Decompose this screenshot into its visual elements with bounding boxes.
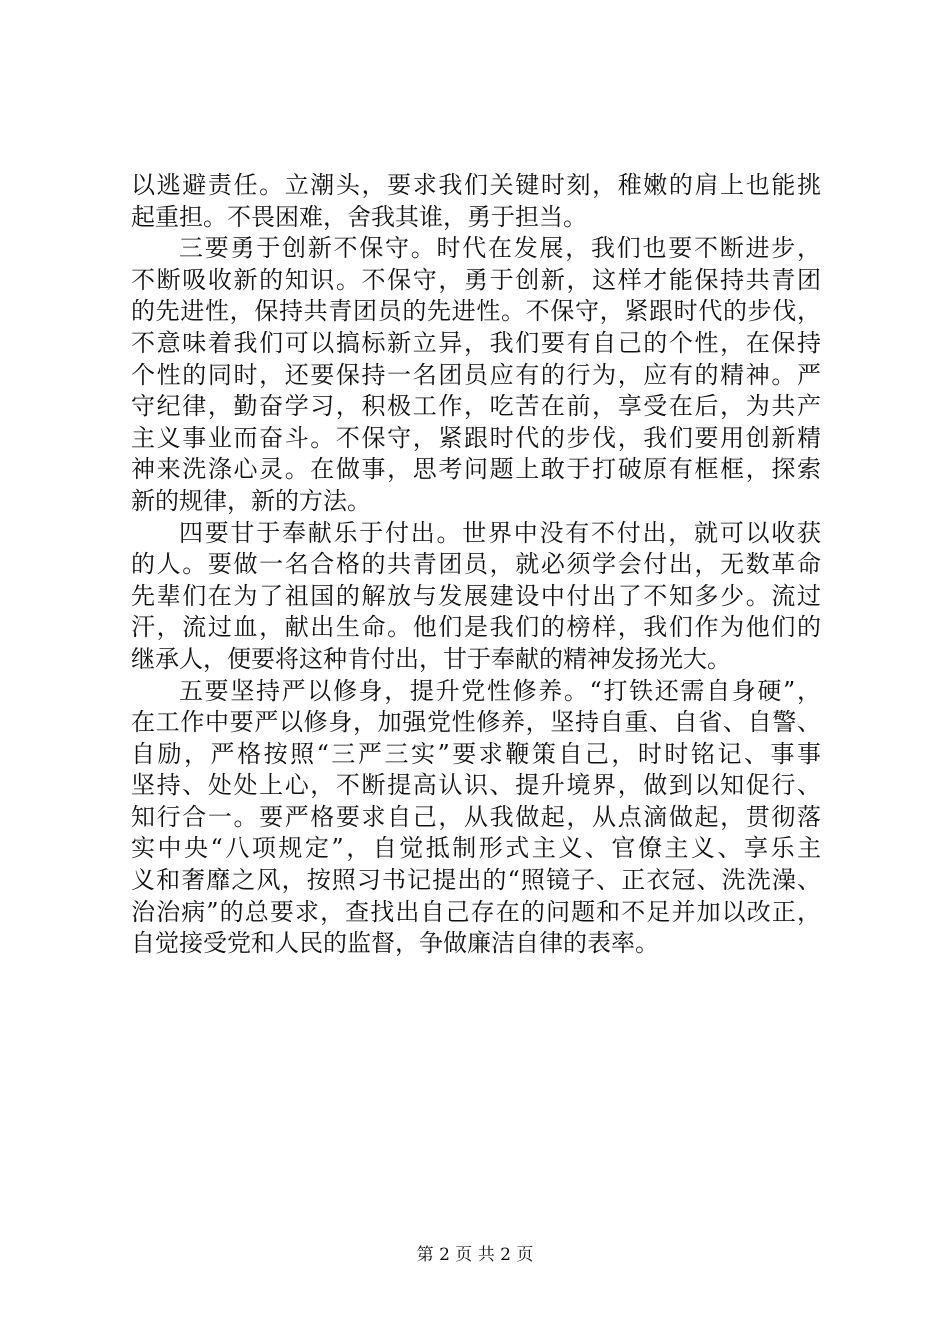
paragraph-start-line: 三要勇于创新不保守。时代在发展，我们也要不断进步， (179, 234, 821, 263)
text-line: 义和奢靡之风，按照习书记提出的“照镜子、正衣冠、洗洗澡、 (131, 866, 821, 895)
page-number-footer: 第 2 页 共 2 页 (416, 1245, 534, 1265)
text-line: 自励，严格按照“三严三实”要求鞭策自己，时时铭记、事事 (131, 739, 821, 768)
text-line: 先辈们在为了祖国的解放与发展建设中付出了不知多少。流过 (131, 581, 821, 610)
text-line: 的先进性，保持共青团员的先进性。不保守，紧跟时代的步伐， (131, 297, 821, 326)
text-line: 在工作中要严以修身，加强党性修养，坚持自重、自省、自警、 (131, 708, 821, 737)
text-line: 自觉接受党和人民的监督，争做廉洁自律的表率。 (131, 929, 659, 958)
document-body (131, 170, 821, 960)
text-line: 不意味着我们可以搞标新立异，我们要有自己的个性，在保持 (131, 328, 821, 357)
text-line: 新的规律，新的方法。 (131, 486, 371, 515)
text-line: 的人。要做一名合格的共青团员，就必须学会付出，无数革命 (131, 550, 821, 579)
paragraph-start-line: 四要甘于奉献乐于付出。世界中没有不付出，就可以收获 (179, 518, 821, 547)
text-line: 神来洗涤心灵。在做事，思考问题上敢于打破原有框框，探索 (131, 455, 821, 484)
text-line: 不断吸收新的知识。不保守，勇于创新，这样才能保持共青团 (131, 265, 821, 294)
text-line: 汗，流过血，献出生命。他们是我们的榜样，我们作为他们的 (131, 613, 821, 642)
text-line: 治治病”的总要求，查找出自己存在的问题和不足并加以改正， (131, 897, 821, 926)
text-line: 守纪律，勤奋学习，积极工作，吃苦在前，享受在后，为共产 (131, 392, 821, 421)
text-line: 起重担。不畏困难，舍我其谁，勇于担当。 (131, 202, 587, 231)
text-line: 以逃避责任。立潮头，要求我们关键时刻，稚嫩的肩上也能挑 (131, 171, 821, 199)
paragraph-start-line: 五要坚持严以修身，提升党性修养。“打铁还需自身硬”， (179, 676, 821, 705)
text-line: 个性的同时，还要保持一名团员应有的行为，应有的精神。严 (131, 360, 821, 389)
text-line: 继承人，便要将这种肯付出，甘于奉献的精神发扬光大。 (131, 644, 731, 673)
text-line: 主义事业而奋斗。不保守，紧跟时代的步伐，我们要用创新精 (131, 423, 821, 452)
text-line: 坚持、处处上心，不断提高认识、提升境界，做到以知促行、 (131, 771, 821, 800)
text-line: 实中央“八项规定”，自觉抵制形式主义、官僚主义、享乐主 (131, 834, 821, 863)
text-line: 知行合一。要严格要求自己，从我做起，从点滴做起，贯彻落 (131, 802, 821, 831)
